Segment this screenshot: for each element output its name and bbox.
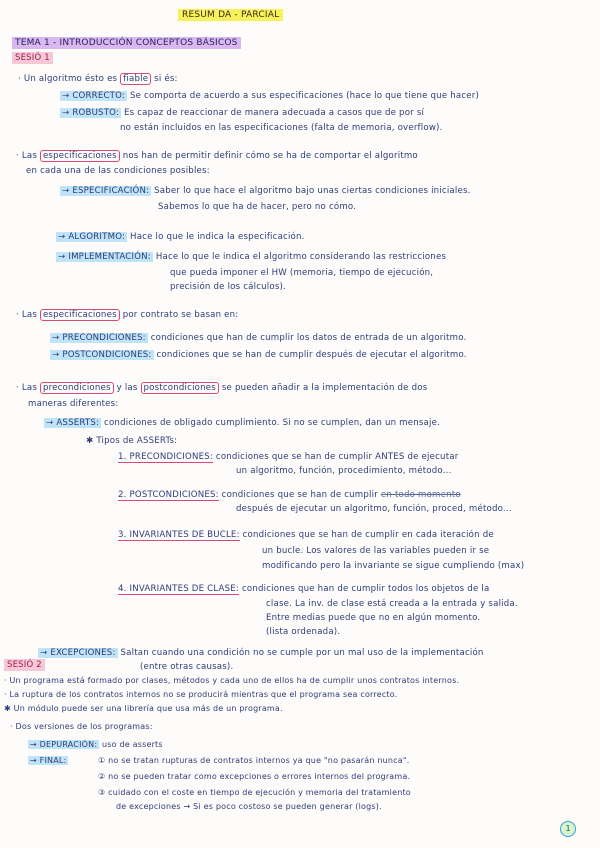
asserts-intro-1: · Las precondiciones y las postcondiciones se pueden añadir a la implementación de dos — [16, 383, 428, 393]
tipo-3-line-3: modificando pero la invariante se sigue cumpliendo (max) — [262, 561, 525, 571]
implementacion-line-1: → IMPLEMENTACIÓN: Hace lo que le indica el algoritmo considerando las restricciones — [58, 252, 447, 262]
precondiciones-line: → PRECONDICIONES: condiciones que han de cumplir los datos de entrada de un algoritmo. — [52, 333, 467, 343]
especificacion-line-1: → ESPECIFICACIÓN: Saber lo que hace el algoritmo bajo unas ciertas condiciones iniciales. — [62, 186, 471, 196]
tipo-1-line-2: un algoritmo, función, procedimiento, método... — [236, 466, 452, 476]
s2-line-4: · Dos versiones de los programas: — [10, 722, 153, 731]
page-title: RESUM DA - PARCIAL — [178, 10, 283, 20]
algoritmo-line: → ALGORITMO: Hace lo que le indica la especificación. — [58, 232, 305, 242]
final-point-3b: de excepciones → Si es poco costoso se pueden generar (logs). — [116, 802, 382, 811]
session-2-heading: SESIÓ 2 — [4, 660, 45, 670]
fiable-line: · Un algoritmo ésto es fiable si és: — [18, 74, 178, 84]
tipo-4-line-1: 4. INVARIANTES DE CLASE: condiciones que han de cumplir todos los objetos de la — [118, 584, 490, 594]
tipo-4-line-4: (lista ordenada). — [266, 627, 341, 637]
tipos-asserts: ✱ Tipos de ASSERTs: — [86, 436, 178, 446]
tipo-3-line-1: 3. INVARIANTES DE BUCLE: condiciones que se han de cumplir en cada iteración de — [118, 530, 494, 540]
espec-line-2: en cada una de las condiciones posibles: — [26, 166, 210, 176]
espec-line-1: · Las especificaciones nos han de permitir definir cómo se ha de comportar el algoritmo — [16, 151, 418, 161]
tipo-2-line-1: 2. POSTCONDICIONES: condiciones que se han de cumplir en todo momento — [118, 490, 461, 500]
session-1-heading: SESIÓ 1 — [12, 53, 53, 63]
tipo-4-line-2: clase. La inv. de clase está creada a la entrada y salida. — [266, 599, 518, 609]
asserts-line: → ASSERTS: condiciones de obligado cumplimiento. Si no se cumplen, dan un mensaje. — [46, 418, 441, 428]
s2-line-1: · Un programa está formado por clases, métodos y cada uno de ellos ha de cumplir unos contratos internos. — [4, 676, 460, 685]
robusto-line-1: → ROBUSTO: Es capaz de reaccionar de manera adecuada a casos que de por sí — [62, 108, 425, 118]
tipo-3-line-2: un bucle. Los valores de las variables pueden ir se — [262, 546, 490, 556]
excepciones-line-2: (entre otras causas). — [140, 662, 234, 672]
tipo-1-line-1: 1. PRECONDICIONES: condiciones que se han de cumplir ANTES de ejecutar — [118, 452, 459, 462]
implementacion-line-2: que pueda imponer el HW (memoria, tiempo de ejecución, — [170, 268, 434, 278]
final-point-2: ② no se pueden tratar como excepciones o errores internos del programa. — [98, 772, 411, 781]
tipo-2-line-2: después de ejecutar un algoritmo, función, proced, método... — [236, 504, 512, 514]
tema-heading: TEMA 1 - INTRODUCCIÓN CONCEPTOS BÁSICOS — [12, 38, 241, 48]
especificacion-line-2: Sabemos lo que ha de hacer, pero no cómo. — [158, 202, 357, 212]
final-point-3a: ③ cuidado con el coste en tiempo de ejecución y memoria del tratamiento — [98, 788, 411, 797]
final-label: → FINAL: — [30, 756, 67, 765]
excepciones-line-1: → EXCEPCIONES: Saltan cuando una condición no se cumple por un mal uso de la implementación — [40, 648, 484, 658]
tipo-4-line-3: Entre medias puede que no en algún momento. — [266, 613, 481, 623]
asserts-intro-2: maneras diferentes: — [28, 399, 119, 409]
s2-line-2: · La ruptura de los contratos internos no se producirá mientras que el programa sea correcto. — [4, 690, 398, 699]
depuracion-line: → DEPURACIÓN: uso de asserts — [30, 740, 163, 749]
s2-line-3: ✱ Un módulo puede ser una librería que usa más de un programa. — [4, 704, 283, 713]
page-number: 1 — [560, 821, 576, 837]
postcondiciones-line: → POSTCONDICIONES: condiciones que se han de cumplir después de ejecutar el algoritmo. — [52, 350, 467, 360]
basan-line: · Las especificaciones por contrato se basan en: — [16, 310, 239, 320]
correcto-line: → CORRECTO: Se comporta de acuerdo a sus especificaciones (hace lo que tiene que hacer) — [62, 91, 480, 101]
implementacion-line-3: precisión de los cálculos). — [170, 282, 286, 292]
robusto-line-2: no están incluidos en las especificaciones (falta de memoria, overflow). — [120, 123, 443, 133]
final-point-1: ① no se tratan rupturas de contratos internos ya que "no pasarán nunca". — [98, 756, 410, 765]
